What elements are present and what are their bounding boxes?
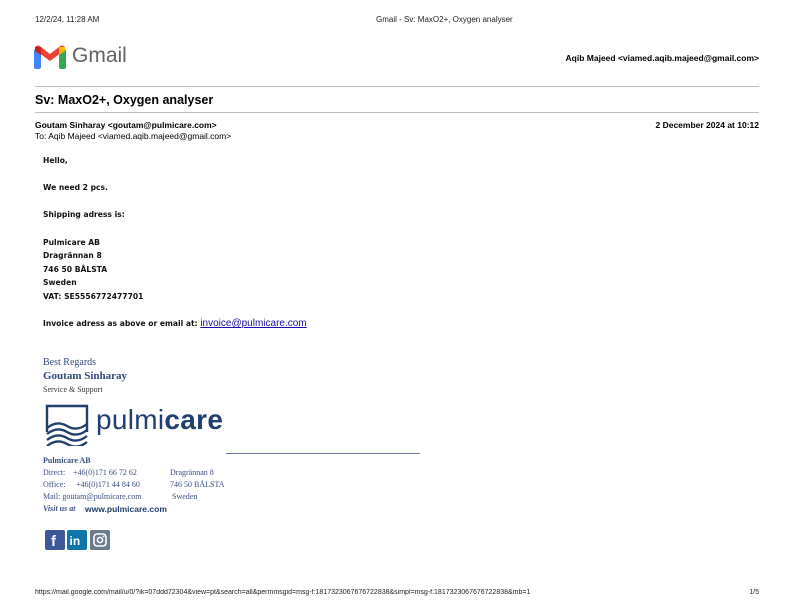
- city: 746 50 BÅLSTA: [170, 480, 225, 489]
- signature-role: Service & Support: [43, 385, 103, 394]
- shipping-label: Shipping adress is:: [43, 210, 125, 220]
- signature-regards: Best Regards: [43, 357, 97, 368]
- direct-label: Direct:: [43, 468, 66, 477]
- office-label: Office:: [43, 480, 66, 489]
- gmail-logo-icon: [34, 45, 66, 69]
- email-to: To: Aqib Majeed <viamed.aqib.majeed@gmail.com>: [35, 131, 232, 141]
- print-datetime: 12/2/24, 11:28 AM: [35, 15, 100, 24]
- print-url: https://mail.google.com/mail/u/0/?ik=07ddd72304&view=pt&search=all&permmsgid=msg-f:1817323067676722838&simpl=msg-f:1817323067676722838&mb=1: [35, 589, 531, 596]
- website-link[interactable]: www.pulmicare.com: [85, 504, 167, 514]
- linkedin-icon[interactable]: [67, 530, 87, 550]
- email-body: [43, 154, 307, 331]
- address-line: 746 50 BÅLSTA: [43, 264, 108, 274]
- invoice-email-link[interactable]: invoice@pulmicare.com: [200, 318, 307, 330]
- print-page-number: 1/5: [749, 589, 759, 596]
- divider: [35, 86, 759, 87]
- invoice-line: [43, 317, 307, 331]
- logo-text-light: pulmi: [96, 404, 165, 435]
- company-name: Pulmicare AB: [43, 456, 91, 465]
- email-date: 2 December 2024 at 10:12: [655, 120, 759, 130]
- country: Sweden: [172, 492, 198, 501]
- vat-line: VAT: SE5556772477701: [43, 291, 144, 301]
- svg-text:in: in: [69, 534, 81, 548]
- direct-phone: +46(0)171 66 72 62: [73, 468, 137, 477]
- account-label: Aqib Majeed <viamed.aqib.majeed@gmail.com>: [565, 53, 759, 63]
- pulmicare-logo-icon: [45, 404, 89, 446]
- facebook-icon[interactable]: [45, 530, 65, 550]
- address-line: Pulmicare AB: [43, 237, 100, 247]
- visit-label: Visit us at: [43, 504, 76, 513]
- instagram-icon[interactable]: [90, 530, 110, 550]
- gmail-logo-text: Gmail: [72, 44, 127, 67]
- signature-divider: [226, 453, 420, 454]
- print-page-title: Gmail - Sv: MaxO2+, Oxygen analyser: [376, 15, 513, 24]
- logo-text-bold: care: [164, 404, 224, 435]
- greeting: Hello,: [43, 156, 68, 165]
- pulmicare-logo-text: [96, 404, 223, 436]
- street: Dragrännan 8: [170, 468, 214, 477]
- email-subject: Sv: MaxO2+, Oxygen analyser: [35, 93, 214, 107]
- office-phone: +46(0)171 44 84 60: [76, 480, 140, 489]
- address-line: Sweden: [43, 278, 77, 288]
- invoice-text: Invoice adress as above or email at:: [43, 319, 201, 329]
- signature-name: Goutam Sinharay: [43, 370, 128, 382]
- address-line: Dragrännan 8: [43, 251, 102, 261]
- mail-line: Mail: goutam@pulmicare.com: [43, 492, 142, 501]
- body-line: We need 2 pcs.: [43, 183, 108, 193]
- svg-text:f: f: [51, 533, 56, 550]
- divider: [35, 112, 759, 113]
- email-from: Goutam Sinharay <goutam@pulmicare.com>: [35, 120, 217, 130]
